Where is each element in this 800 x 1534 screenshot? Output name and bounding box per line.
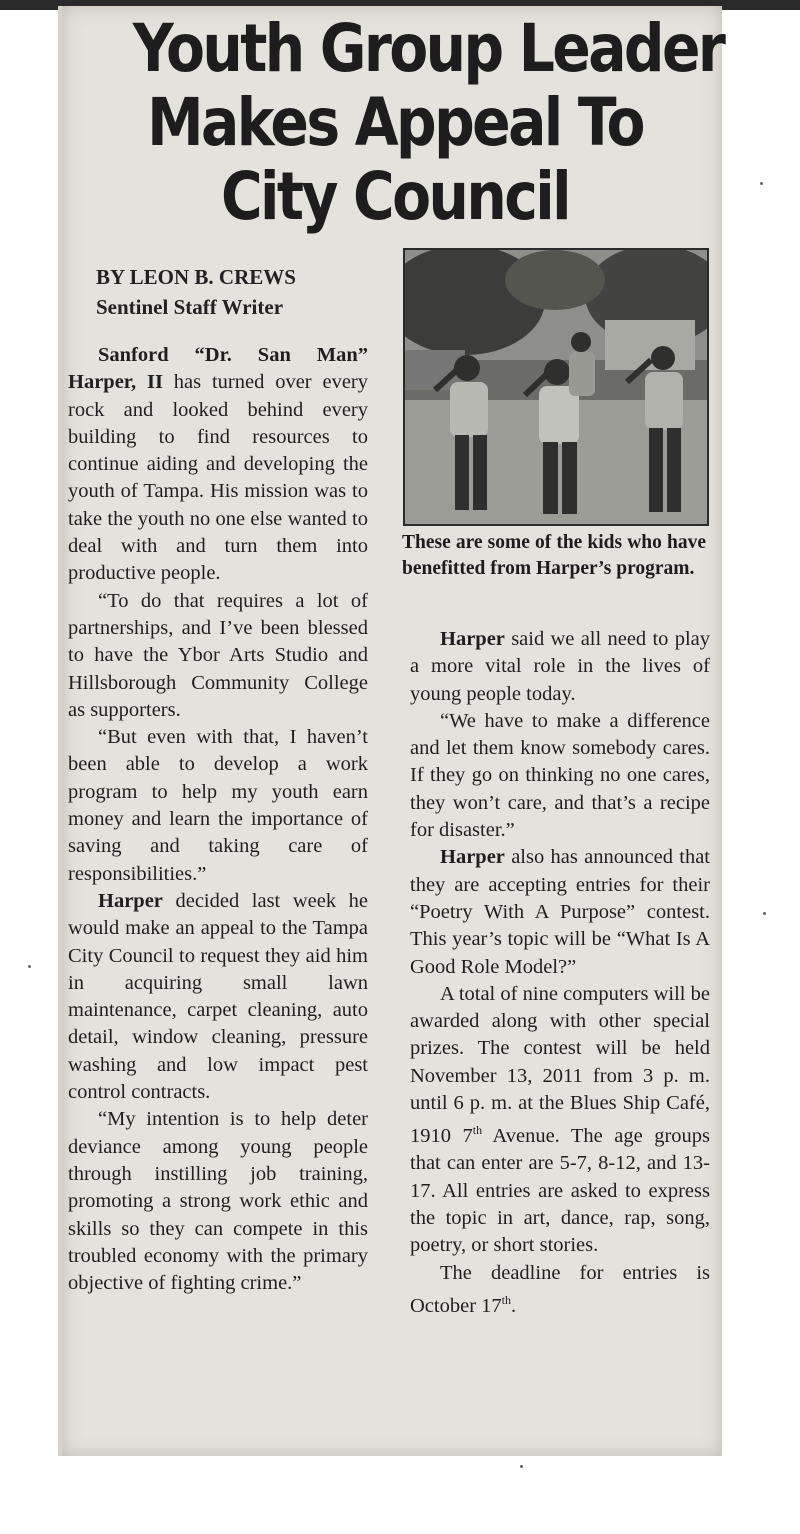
byline-author: BY LEON B. CREWS xyxy=(96,265,296,289)
scan-speck xyxy=(520,1465,523,1468)
paragraph xyxy=(410,1260,710,1320)
photo-kids-saluting xyxy=(405,250,707,524)
news-photo xyxy=(403,248,709,526)
lead-name: Harper xyxy=(440,846,505,869)
photo-caption: These are some of the kids who have benefitted from Harper’s program. xyxy=(402,532,706,579)
paragraph: “We have to make a difference and let them know somebody cares. If they go on thinking no one cares, they won’t care, and that’s a recipe for disaster.” xyxy=(410,709,710,842)
paragraph xyxy=(68,342,368,588)
paragraph: “My intention is to help deter deviance among young people through instilling job training, promoting a strong work ethic and skills so they can compete in this troubled economy with the primary objective of fighting crime.” xyxy=(68,1108,368,1295)
scan-speck xyxy=(763,912,766,915)
lead-name: Sanford “Dr. San Man” Harper, II xyxy=(68,344,368,394)
ordinal-suffix: th xyxy=(501,1292,511,1307)
paragraph: “To do that requires a lot of partnerships, and I’ve been blessed to have the Ybor Arts Studio and Hillsborough Community College as supporters. xyxy=(68,589,368,721)
paragraph-text: . xyxy=(511,1294,517,1317)
paragraph-text: also has announced that they are accepting entries for their “Poetry With A Purpose” contest. This year’s topic will be “What Is A Good Role Model?” xyxy=(410,846,710,978)
headline-line-2: Makes Appeal To xyxy=(147,84,643,161)
scan-speck xyxy=(28,965,31,968)
article-left-column xyxy=(68,342,368,1297)
headline xyxy=(132,10,724,235)
headline-line-1: Youth Group Leader xyxy=(132,10,724,87)
paragraph-text: A total of nine computers will be awarded along with other special prizes. The contest will be held November 13, 2011 from 3 p. m. until 6 p. m. at the Blues Ship Café, 1910 7 xyxy=(410,982,710,1148)
byline-role: Sentinel Staff Writer xyxy=(96,295,284,319)
article-right-column xyxy=(410,626,710,1320)
paragraph xyxy=(410,981,710,1260)
paragraph xyxy=(410,844,710,980)
scan-speck xyxy=(760,182,763,185)
paragraph: “But even with that, I haven’t been able to develop a work program to help my youth earn money and learn the importance of saving and taking care of responsibilities.” xyxy=(68,726,368,885)
lead-name: Harper xyxy=(98,889,163,912)
paragraph xyxy=(68,888,368,1106)
paragraph xyxy=(410,626,710,708)
lead-name: Harper xyxy=(440,628,505,650)
headline-line-3: City Council xyxy=(220,158,570,235)
byline xyxy=(96,262,396,322)
ordinal-suffix: th xyxy=(472,1123,483,1138)
paragraph-text: The deadline for entries is October 17 xyxy=(410,1261,710,1317)
paragraph-text: said we all need to play a more vital role in the lives of young people today. xyxy=(410,628,710,705)
paragraph-text: Avenue. The age groups that can enter are 5-7, 8-12, and 13-17. All entries are asked to express the topic in art, dance, rap, song, poetry, or short stories. xyxy=(410,1125,710,1257)
paragraph-text: decided last week he would make an appeal to the Tampa City Council to request they aid him in acquiring small lawn maintenance, carpet cleaning, auto detail, window cleaning, pressure washing and low impact pest control contracts. xyxy=(68,889,368,1104)
paragraph-text: has turned over every rock and looked behind every building to find resources to continue aiding and developing the youth of Tampa. His mission was to take the youth no one else wanted to deal with and turn them into productive people. xyxy=(68,371,369,585)
